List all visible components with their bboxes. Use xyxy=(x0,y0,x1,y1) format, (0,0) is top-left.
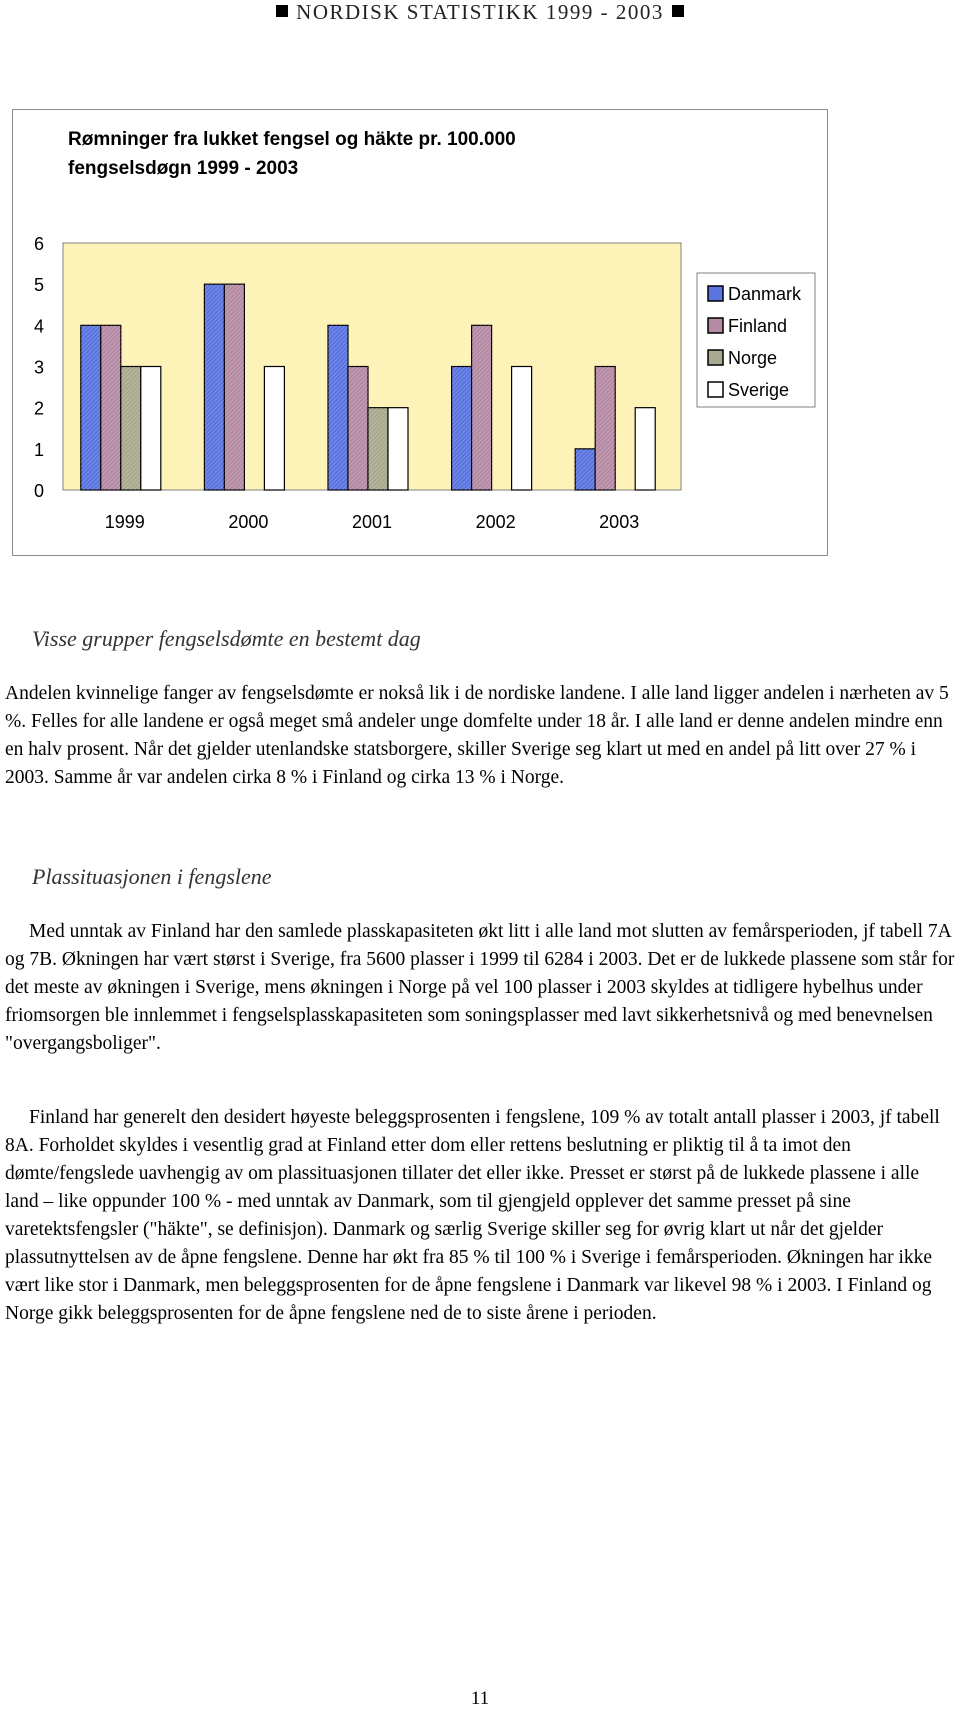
y-tick-label: 3 xyxy=(33,357,44,378)
bar-hatch-danmark-1999 xyxy=(81,325,101,490)
bar-hatch-finland-1999 xyxy=(101,325,121,490)
y-tick-label: 2 xyxy=(33,398,44,419)
x-tick-label: 2001 xyxy=(351,512,393,532)
y-tick-label: 6 xyxy=(33,234,44,254)
legend-label-finland: Finland xyxy=(728,316,788,336)
legend-swatch-sverige xyxy=(708,382,723,397)
bar-sverige-2002 xyxy=(512,367,532,491)
running-title: NORDISK STATISTIKK 1999 - 2003 xyxy=(296,0,664,24)
bar-hatch-norge-1999 xyxy=(121,367,141,491)
x-tick-label: 2000 xyxy=(228,512,269,532)
y-tick-label: 0 xyxy=(33,481,44,501)
section-heading-plassituasjonen: Plassituasjonen i fengslene xyxy=(32,864,272,889)
legend-swatch-norge xyxy=(708,350,723,365)
bar-hatch-finland-2000 xyxy=(224,284,244,490)
legend-label-sverige: Sverige xyxy=(728,380,790,400)
bar-hatch-norge-2001 xyxy=(368,408,388,490)
bar-hatch-finland-2002 xyxy=(472,325,492,490)
chart-title: Rømninger fra lukket fengsel og häkte pr. 100.000 fengselsdøgn 1999 - 2003 xyxy=(68,129,516,179)
x-tick-label: 2003 xyxy=(599,512,640,532)
legend-swatch-danmark xyxy=(708,286,723,301)
bar-sverige-2003 xyxy=(635,408,655,490)
bar-hatch-finland-2001 xyxy=(348,367,368,491)
y-tick-label: 5 xyxy=(33,275,44,296)
page-number: 11 xyxy=(470,1688,490,1709)
bar-hatch-danmark-2002 xyxy=(452,367,472,491)
x-tick-label: 1999 xyxy=(104,512,145,532)
bar-hatch-danmark-2001 xyxy=(328,325,348,490)
x-tick-label: 2002 xyxy=(475,512,516,532)
y-tick-label: 1 xyxy=(33,439,44,460)
bar-chart xyxy=(0,0,960,560)
bar-hatch-danmark-2003 xyxy=(575,449,595,490)
paragraph-kvinnelige-fanger: Andelen kvinnelige fanger av fengselsdømte er nokså lik i de nordiske landene. I alle land ligger andelen i nærheten av 5 %. Felles for alle landene er også meget små andeler unge domfelte under 18 år. I alle land er denne andelen mindre enn en halv prosent. Når det gjelder utenlandske statsborgere, skiller Sverige seg klart ut med en andel på litt over 27 % i 2003. Samme år var andelen cirka 8 % i Finland og cirka 13 % i Norge. xyxy=(5,683,949,788)
bar-hatch-danmark-2000 xyxy=(204,284,224,490)
bar-sverige-1999 xyxy=(141,367,161,491)
legend-label-danmark: Danmark xyxy=(728,284,802,304)
paragraph-plasskapasitet: Med unntak av Finland har den samlede plasskapasiteten økt litt i alle land mot slutten av femårsperioden, jf tabell 7A og 7B. Økningen har vært størst i Sverige, fra 5600 plasser i 1999 til 6284 i 2003. Det er de lukkede plassene som står for det meste av økningen i Sverige, mens økningen i Norge på vel 100 plasser i 2003 skyldes at tidligere hybelhus under friomsorgen ble innlemmet i fengselsplasskapasiteten som soningsplasser med lavt sikkerhetsnivå og med benevnelsen "overgangsboliger". xyxy=(5,921,955,1054)
legend-swatch-finland xyxy=(708,318,723,333)
paragraph-beleggsprosent: Finland har generelt den desidert høyeste beleggsprosenten i fengslene, 109 % av totalt antall plasser i 2003, jf tabell 8A. Forholdet skyldes i vesentlig grad at Finland etter dom eller rettens beslutning er pliktig til å ta imot den dømte/fengslede uavhengig av om plassituasjonen tillater det eller ikke. Presset er størst på de lukkede plassene i alle land – like oppunder 100 % - med unntak av Danmark, som til gjengjeld opplever det samme presset på sine varetektsfengsler ("häkte", se definisjon). Danmark og særlig Sverige skiller seg for øvrig klart ut når det gjelder plassutnyttelsen av de åpne fengslene. Denne har økt fra 85 % til 100 % i Sverige i femårsperioden. Økningen har ikke vært like stor i Danmark, men beleggsprosenten for de åpne fengslene i Danmark var likevel 98 % i 2003. I Finland og Norge gikk beleggsprosenten for de åpne fengslene ned de to siste årene i perioden. xyxy=(5,1107,940,1324)
bar-sverige-2000 xyxy=(264,367,284,491)
y-tick-label: 4 xyxy=(33,316,44,337)
bar-sverige-2001 xyxy=(388,408,408,490)
section-heading-visse-grupper: Visse grupper fengselsdømte en bestemt dag xyxy=(32,626,421,651)
bar-hatch-finland-2003 xyxy=(595,367,615,491)
legend-label-norge: Norge xyxy=(728,348,778,368)
